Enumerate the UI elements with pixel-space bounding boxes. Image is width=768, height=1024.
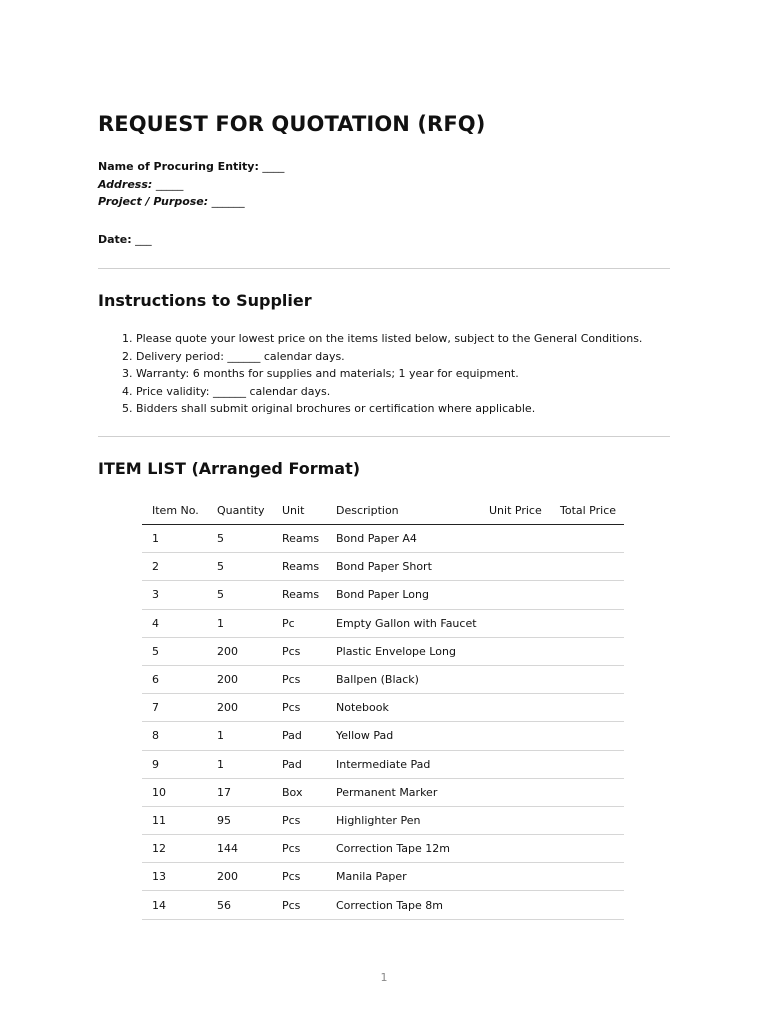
- cell-item-no: 14: [142, 891, 207, 919]
- cell-unit: Reams: [272, 553, 326, 581]
- cell-unit-price: [479, 694, 550, 722]
- cell-quantity: 1: [207, 609, 272, 637]
- cell-total-price: [550, 778, 624, 806]
- project-label: Project / Purpose:: [98, 195, 209, 208]
- cell-description: Bond Paper A4: [326, 525, 479, 553]
- table-row: [142, 722, 624, 750]
- procuring-entity-label: Name of Procuring Entity:: [98, 160, 259, 173]
- cell-item-no: 6: [142, 665, 207, 693]
- cell-total-price: [550, 553, 624, 581]
- cell-unit: Pcs: [272, 806, 326, 834]
- table-row: [142, 553, 624, 581]
- instructions-heading: Instructions to Supplier: [98, 291, 312, 310]
- table-row: [142, 609, 624, 637]
- address-field: [98, 178, 183, 192]
- cell-item-no: 12: [142, 835, 207, 863]
- cell-unit: Pcs: [272, 694, 326, 722]
- cell-quantity: 56: [207, 891, 272, 919]
- table-row: [142, 891, 624, 919]
- procuring-entity-field: [98, 160, 284, 174]
- cell-quantity: 200: [207, 863, 272, 891]
- instruction-item: 3. Warranty: 6 months for supplies and materials; 1 year for equipment.: [122, 367, 519, 381]
- divider: [98, 268, 670, 269]
- project-field: [98, 195, 245, 209]
- cell-quantity: 5: [207, 553, 272, 581]
- cell-item-no: 8: [142, 722, 207, 750]
- cell-item-no: 5: [142, 637, 207, 665]
- project-value: ______: [211, 195, 245, 208]
- cell-quantity: 200: [207, 665, 272, 693]
- date-field: [98, 233, 152, 247]
- cell-quantity: 1: [207, 722, 272, 750]
- cell-description: Bond Paper Long: [326, 581, 479, 609]
- table-row: [142, 806, 624, 834]
- cell-unit-price: [479, 553, 550, 581]
- divider: [98, 436, 670, 437]
- column-header-unit: Unit: [272, 497, 326, 525]
- table-row: [142, 863, 624, 891]
- cell-total-price: [550, 665, 624, 693]
- cell-description: Ballpen (Black): [326, 665, 479, 693]
- cell-description: Highlighter Pen: [326, 806, 479, 834]
- cell-description: Yellow Pad: [326, 722, 479, 750]
- cell-total-price: [550, 750, 624, 778]
- table-row: [142, 835, 624, 863]
- page-title: REQUEST FOR QUOTATION (RFQ): [98, 112, 486, 136]
- cell-unit-price: [479, 525, 550, 553]
- column-header-quantity: Quantity: [207, 497, 272, 525]
- cell-quantity: 200: [207, 694, 272, 722]
- cell-total-price: [550, 722, 624, 750]
- cell-unit: Reams: [272, 581, 326, 609]
- column-header-total-price: Total Price: [550, 497, 624, 525]
- cell-item-no: 11: [142, 806, 207, 834]
- cell-total-price: [550, 637, 624, 665]
- instruction-item: 5. Bidders shall submit original brochures or certification where applicable.: [122, 402, 536, 416]
- column-header-unit-price: Unit Price: [479, 497, 550, 525]
- item-table: [142, 497, 624, 920]
- cell-unit-price: [479, 835, 550, 863]
- cell-total-price: [550, 806, 624, 834]
- cell-description: Manila Paper: [326, 863, 479, 891]
- cell-unit: Pcs: [272, 863, 326, 891]
- cell-description: Bond Paper Short: [326, 553, 479, 581]
- cell-quantity: 1: [207, 750, 272, 778]
- column-header-description: Description: [326, 497, 479, 525]
- cell-unit-price: [479, 665, 550, 693]
- cell-unit: Pad: [272, 722, 326, 750]
- cell-quantity: 200: [207, 637, 272, 665]
- table-body: [142, 525, 624, 920]
- table-row: [142, 581, 624, 609]
- cell-unit-price: [479, 891, 550, 919]
- table-header-row: [142, 497, 624, 525]
- cell-total-price: [550, 891, 624, 919]
- cell-total-price: [550, 694, 624, 722]
- cell-quantity: 5: [207, 525, 272, 553]
- cell-item-no: 4: [142, 609, 207, 637]
- table-row: [142, 525, 624, 553]
- instructions-list: [98, 330, 642, 418]
- cell-item-no: 1: [142, 525, 207, 553]
- table-row: [142, 694, 624, 722]
- cell-description: Notebook: [326, 694, 479, 722]
- address-value: _____: [155, 178, 184, 191]
- cell-unit: Reams: [272, 525, 326, 553]
- cell-description: Permanent Marker: [326, 778, 479, 806]
- cell-quantity: 5: [207, 581, 272, 609]
- cell-quantity: 144: [207, 835, 272, 863]
- cell-unit-price: [479, 637, 550, 665]
- cell-item-no: 3: [142, 581, 207, 609]
- cell-unit: Pcs: [272, 891, 326, 919]
- cell-unit-price: [479, 750, 550, 778]
- table-row: [142, 637, 624, 665]
- cell-item-no: 2: [142, 553, 207, 581]
- cell-unit-price: [479, 609, 550, 637]
- cell-description: Empty Gallon with Faucet: [326, 609, 479, 637]
- cell-description: Correction Tape 12m: [326, 835, 479, 863]
- cell-quantity: 95: [207, 806, 272, 834]
- cell-description: Correction Tape 8m: [326, 891, 479, 919]
- address-label: Address:: [98, 178, 153, 191]
- table-row: [142, 750, 624, 778]
- instruction-item: 4. Price validity: ______ calendar days.: [122, 384, 331, 398]
- cell-unit: Pcs: [272, 665, 326, 693]
- cell-unit: Pc: [272, 609, 326, 637]
- cell-unit-price: [479, 722, 550, 750]
- date-label: Date:: [98, 233, 132, 246]
- instruction-item: 2. Delivery period: ______ calendar days.: [122, 349, 345, 363]
- column-header-item-no: Item No.: [142, 497, 207, 525]
- table-row: [142, 778, 624, 806]
- cell-unit: Pad: [272, 750, 326, 778]
- cell-total-price: [550, 835, 624, 863]
- cell-unit-price: [479, 863, 550, 891]
- cell-total-price: [550, 581, 624, 609]
- item-table-container: [142, 497, 624, 920]
- item-list-heading: ITEM LIST (Arranged Format): [98, 459, 361, 478]
- cell-description: Plastic Envelope Long: [326, 637, 479, 665]
- table-row: [142, 665, 624, 693]
- page-number: 1: [380, 971, 388, 984]
- cell-item-no: 9: [142, 750, 207, 778]
- cell-description: Intermediate Pad: [326, 750, 479, 778]
- cell-unit: Box: [272, 778, 326, 806]
- cell-unit-price: [479, 581, 550, 609]
- cell-total-price: [550, 609, 624, 637]
- cell-total-price: [550, 525, 624, 553]
- date-value: ___: [135, 233, 152, 246]
- cell-total-price: [550, 863, 624, 891]
- procuring-entity-value: ____: [262, 160, 285, 173]
- cell-item-no: 7: [142, 694, 207, 722]
- cell-item-no: 13: [142, 863, 207, 891]
- cell-quantity: 17: [207, 778, 272, 806]
- cell-item-no: 10: [142, 778, 207, 806]
- cell-unit: Pcs: [272, 835, 326, 863]
- instruction-item: 1. Please quote your lowest price on the items listed below, subject to the General Conditions.: [122, 332, 643, 345]
- cell-unit: Pcs: [272, 637, 326, 665]
- cell-unit-price: [479, 806, 550, 834]
- cell-unit-price: [479, 778, 550, 806]
